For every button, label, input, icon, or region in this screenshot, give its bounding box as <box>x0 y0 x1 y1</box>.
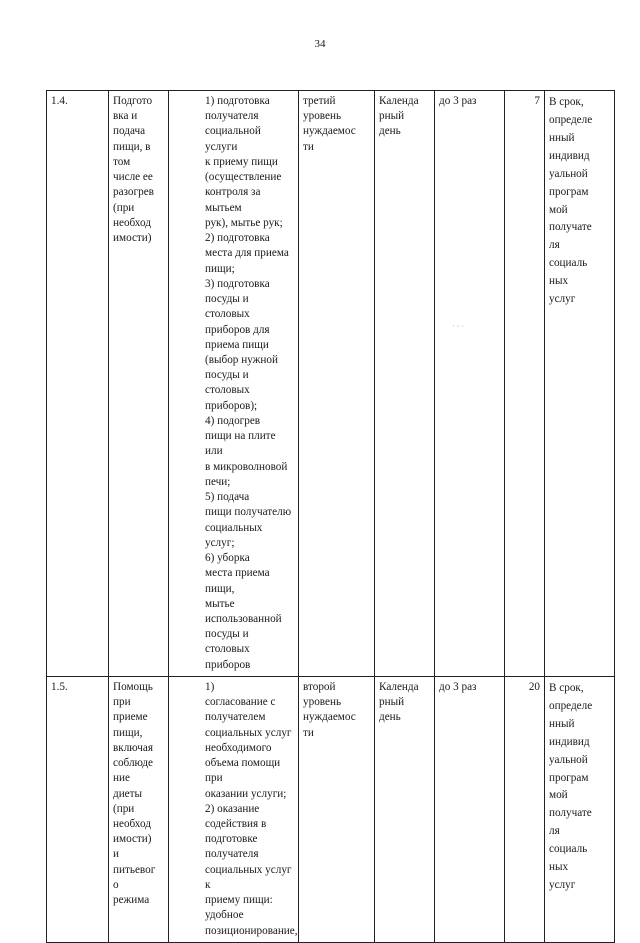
frequency: до 3 раз <box>435 91 505 677</box>
row-number: 1.5. <box>47 676 109 942</box>
service-actions <box>169 91 299 677</box>
unit-of-measure: Календа рный день <box>375 91 435 677</box>
row-number: 1.4. <box>47 91 109 677</box>
action-item: 1) подготовка получателя социальной услуги к приему пищи (осуществление контроля за мытьем рук), мытье рук; <box>205 95 283 229</box>
page-number: 34 <box>314 38 326 50</box>
action-item: 3) подготовка посуды и столовых приборов для приема пищи (выбор нужной посуды и столовых приборов); <box>205 277 278 412</box>
deadline: В срок, определе нный индивид уальной програм мой получате ля социаль ных услуг <box>545 676 615 942</box>
frequency: до 3 раз <box>435 676 505 942</box>
table-row <box>47 91 615 677</box>
count-value: 20 <box>505 676 545 942</box>
services-table <box>46 90 615 943</box>
action-item: 6) уборка места приема пищи, мытье использованной посуды и столовых приборов <box>205 552 282 671</box>
need-level: второй уровень нуждаемос ти <box>299 676 375 942</box>
scan-speck: · · · <box>452 322 464 331</box>
service-actions <box>169 676 299 942</box>
deadline: В срок, определе нный индивид уальной програм мой получате ля социаль ных услуг <box>545 91 615 677</box>
table-row <box>47 676 615 942</box>
unit-of-measure: Календа рный день <box>375 676 435 942</box>
action-item: 2) оказание содействия в подготовке получателя социальных услуг к приему пищи: удобное позиционирование, <box>205 802 298 937</box>
action-item: 1) согласование с получателем социальных услуг необходимого объема помощи при оказании услуги; <box>205 680 292 800</box>
action-item: 2) подготовка места для приема пищи; <box>205 232 289 275</box>
service-name: Подгото вка и подача пищи, в том числе ее разогрев (при необход имости) <box>109 91 169 677</box>
service-name: Помощь при приеме пищи, включая соблюде ние диеты (при необход имости) и питьевог о режима <box>109 676 169 942</box>
count-value: 7 <box>505 91 545 677</box>
need-level: третий уровень нуждаемос ти <box>299 91 375 677</box>
action-item: 4) подогрев пищи на плите или в микроволновой печи; <box>205 414 288 488</box>
action-item: 5) подача пищи получателю социальных услуг; <box>205 491 292 549</box>
